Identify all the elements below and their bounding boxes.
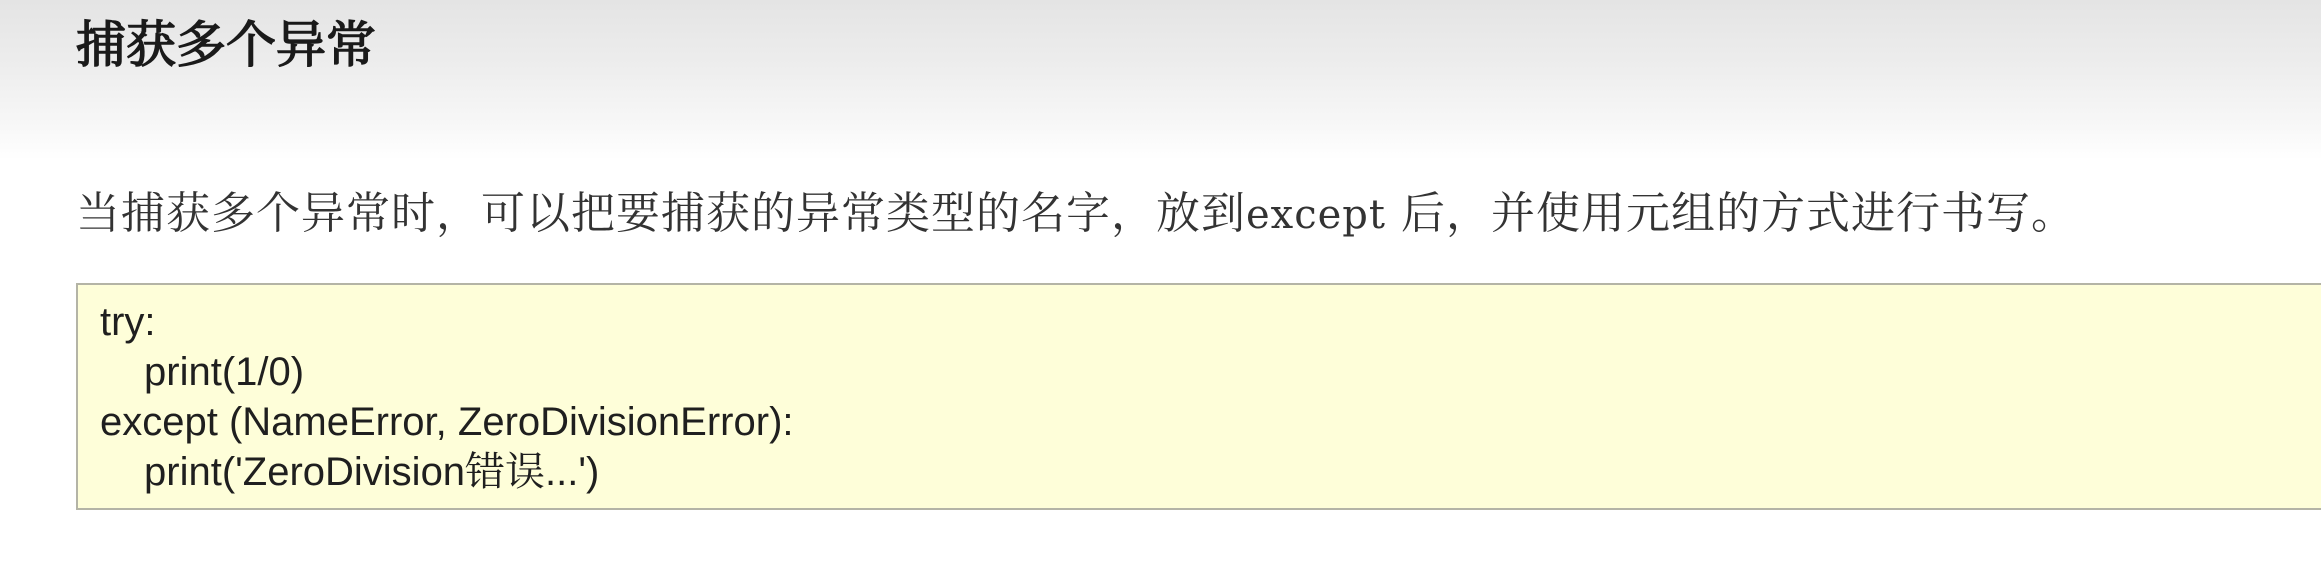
intro-text-after-code: 后，并使用元组的方式进行书写。 — [1385, 188, 2076, 239]
code-line-print-error: print('ZeroDivision错误...') — [144, 450, 600, 494]
page-title: 捕获多个异常 — [76, 16, 376, 74]
code-line-try: try: — [100, 300, 156, 344]
intro-text-before-code: 当捕获多个异常时，可以把要捕获的异常类型的名字，放到 — [76, 188, 1246, 239]
code-block — [76, 283, 2321, 510]
intro-paragraph — [76, 184, 2076, 245]
code-line-except: except (NameError, ZeroDivisionError): — [100, 400, 794, 444]
code-line-print-division: print(1/0) — [144, 350, 305, 394]
inline-code-except: except — [1246, 192, 1386, 238]
